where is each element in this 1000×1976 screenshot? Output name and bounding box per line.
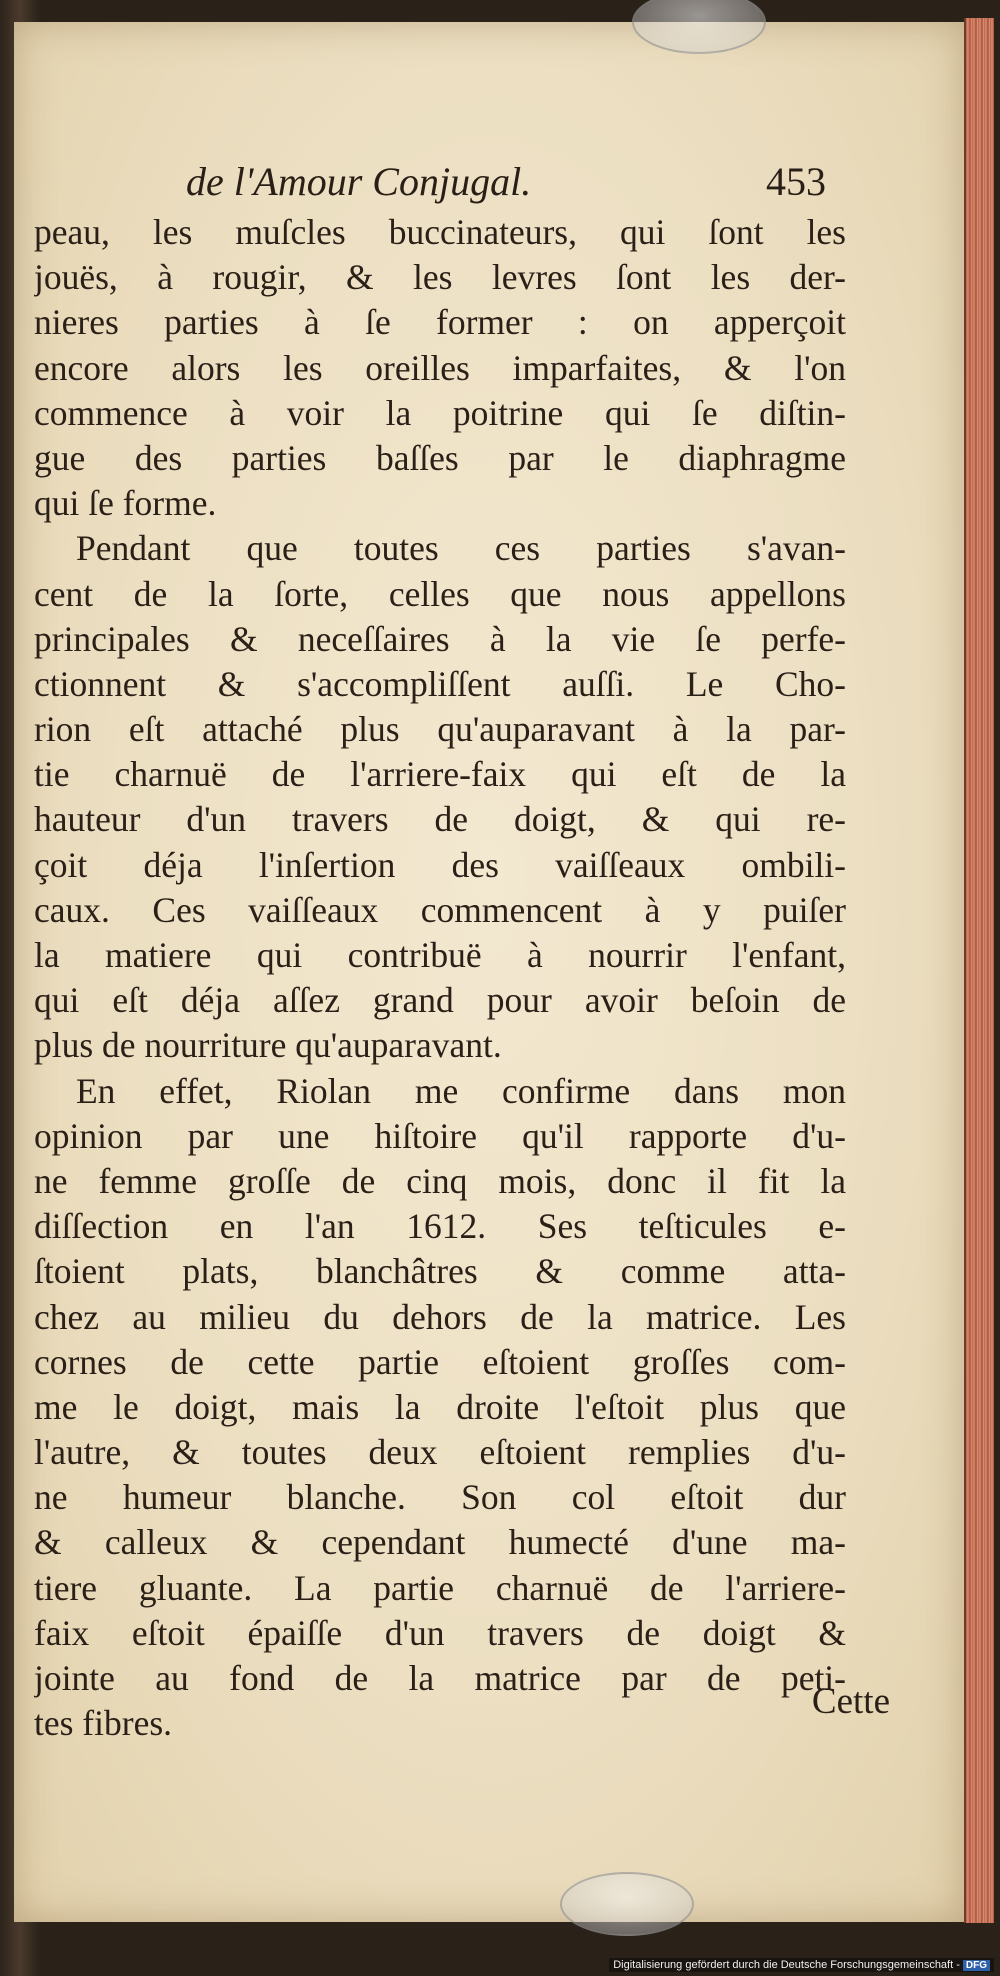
text-line: l'autre, & toutes deux eſtoient remplies d'u-	[34, 1432, 846, 1473]
body-text	[34, 210, 846, 1746]
text-line: & calleux & cependant humecté d'une ma-	[34, 1522, 846, 1563]
text-line: rion eſt attaché plus qu'auparavant à la par-	[34, 709, 846, 750]
text-line: encore alors les oreilles imparfaites, & l'on	[34, 347, 846, 388]
text-line: nieres parties à ſe former : on apperçoit	[34, 302, 846, 343]
text-line: hauteur d'un travers de doigt, & qui re-	[34, 799, 846, 840]
text-line: cent de la ſorte, celles que nous appellons	[34, 573, 846, 614]
running-title: de l'Amour Conjugal.	[186, 159, 532, 204]
text-line: ſtoient plats, blanchâtres & comme atta-	[34, 1251, 846, 1292]
text-line: opinion par une hiſtoire qu'il rapporte d'u-	[34, 1115, 846, 1156]
text-line: faix eſtoit épaiſſe d'un travers de doigt &	[34, 1612, 846, 1653]
text-line: tiere gluante. La partie charnuë de l'arriere-	[34, 1567, 846, 1608]
text-line: çoit déja l'inſertion des vaiſſeaux ombili-	[34, 844, 846, 885]
text-line: tes fibres.	[34, 1703, 173, 1744]
text-line: diſſection en l'an 1612. Ses teſticules e-	[34, 1206, 846, 1247]
running-header	[186, 158, 826, 208]
page-edges	[964, 18, 994, 1923]
credit-text: Digitalisierung gefördert durch die Deutsche Forschungsgemeinschaft -	[613, 1959, 960, 1971]
text-line: commence à voir la poitrine qui ſe diſtin-	[34, 392, 846, 433]
text-line: plus de nourriture qu'auparavant.	[34, 1025, 502, 1066]
text-line: En effet, Riolan me confirme dans mon	[76, 1070, 846, 1111]
text-line: peau, les muſcles buccinateurs, qui ſont les	[34, 212, 846, 252]
dfg-logo: DFG	[963, 1960, 990, 1971]
text-line: qui ſe forme.	[34, 483, 217, 524]
text-line: principales & neceſſaires à la vie ſe perfe-	[34, 618, 846, 659]
digitization-credit	[609, 1958, 994, 1972]
text-line: la matiere qui contribuë à nourrir l'enfant,	[34, 935, 846, 975]
text-line: ctionnent & s'accompliſſent auſſi. Le Cho-	[34, 663, 846, 704]
text-line: qui eſt déja aſſez grand pour avoir beſoin de	[34, 980, 846, 1021]
text-line: tie charnuë de l'arriere-faix qui eſt de la	[34, 754, 846, 795]
catchword: Cette	[811, 1681, 890, 1722]
text-line: jointe au fond de la matrice par de peti-	[34, 1658, 846, 1698]
text-line: ne humeur blanche. Son col eſtoit dur	[34, 1477, 846, 1518]
bottom-clip	[560, 1872, 694, 1936]
text-line: Pendant que toutes ces parties s'avan-	[76, 528, 846, 569]
text-line: caux. Ces vaiſſeaux commencent à y puiſer	[34, 889, 846, 930]
text-line: ne femme groſſe de cinq mois, donc il fit la	[34, 1160, 846, 1201]
text-line: gue des parties baſſes par le diaphragme	[34, 437, 846, 478]
text-line: me le doigt, mais la droite l'eſtoit plus que	[34, 1386, 846, 1427]
text-line: chez au milieu du dehors de la matrice. Les	[34, 1296, 846, 1337]
page-number: 453	[766, 159, 826, 204]
text-line: jouës, à rougir, & les levres ſont les der-	[34, 257, 846, 298]
text-line: cornes de cette partie eſtoient groſſes com-	[34, 1341, 846, 1382]
